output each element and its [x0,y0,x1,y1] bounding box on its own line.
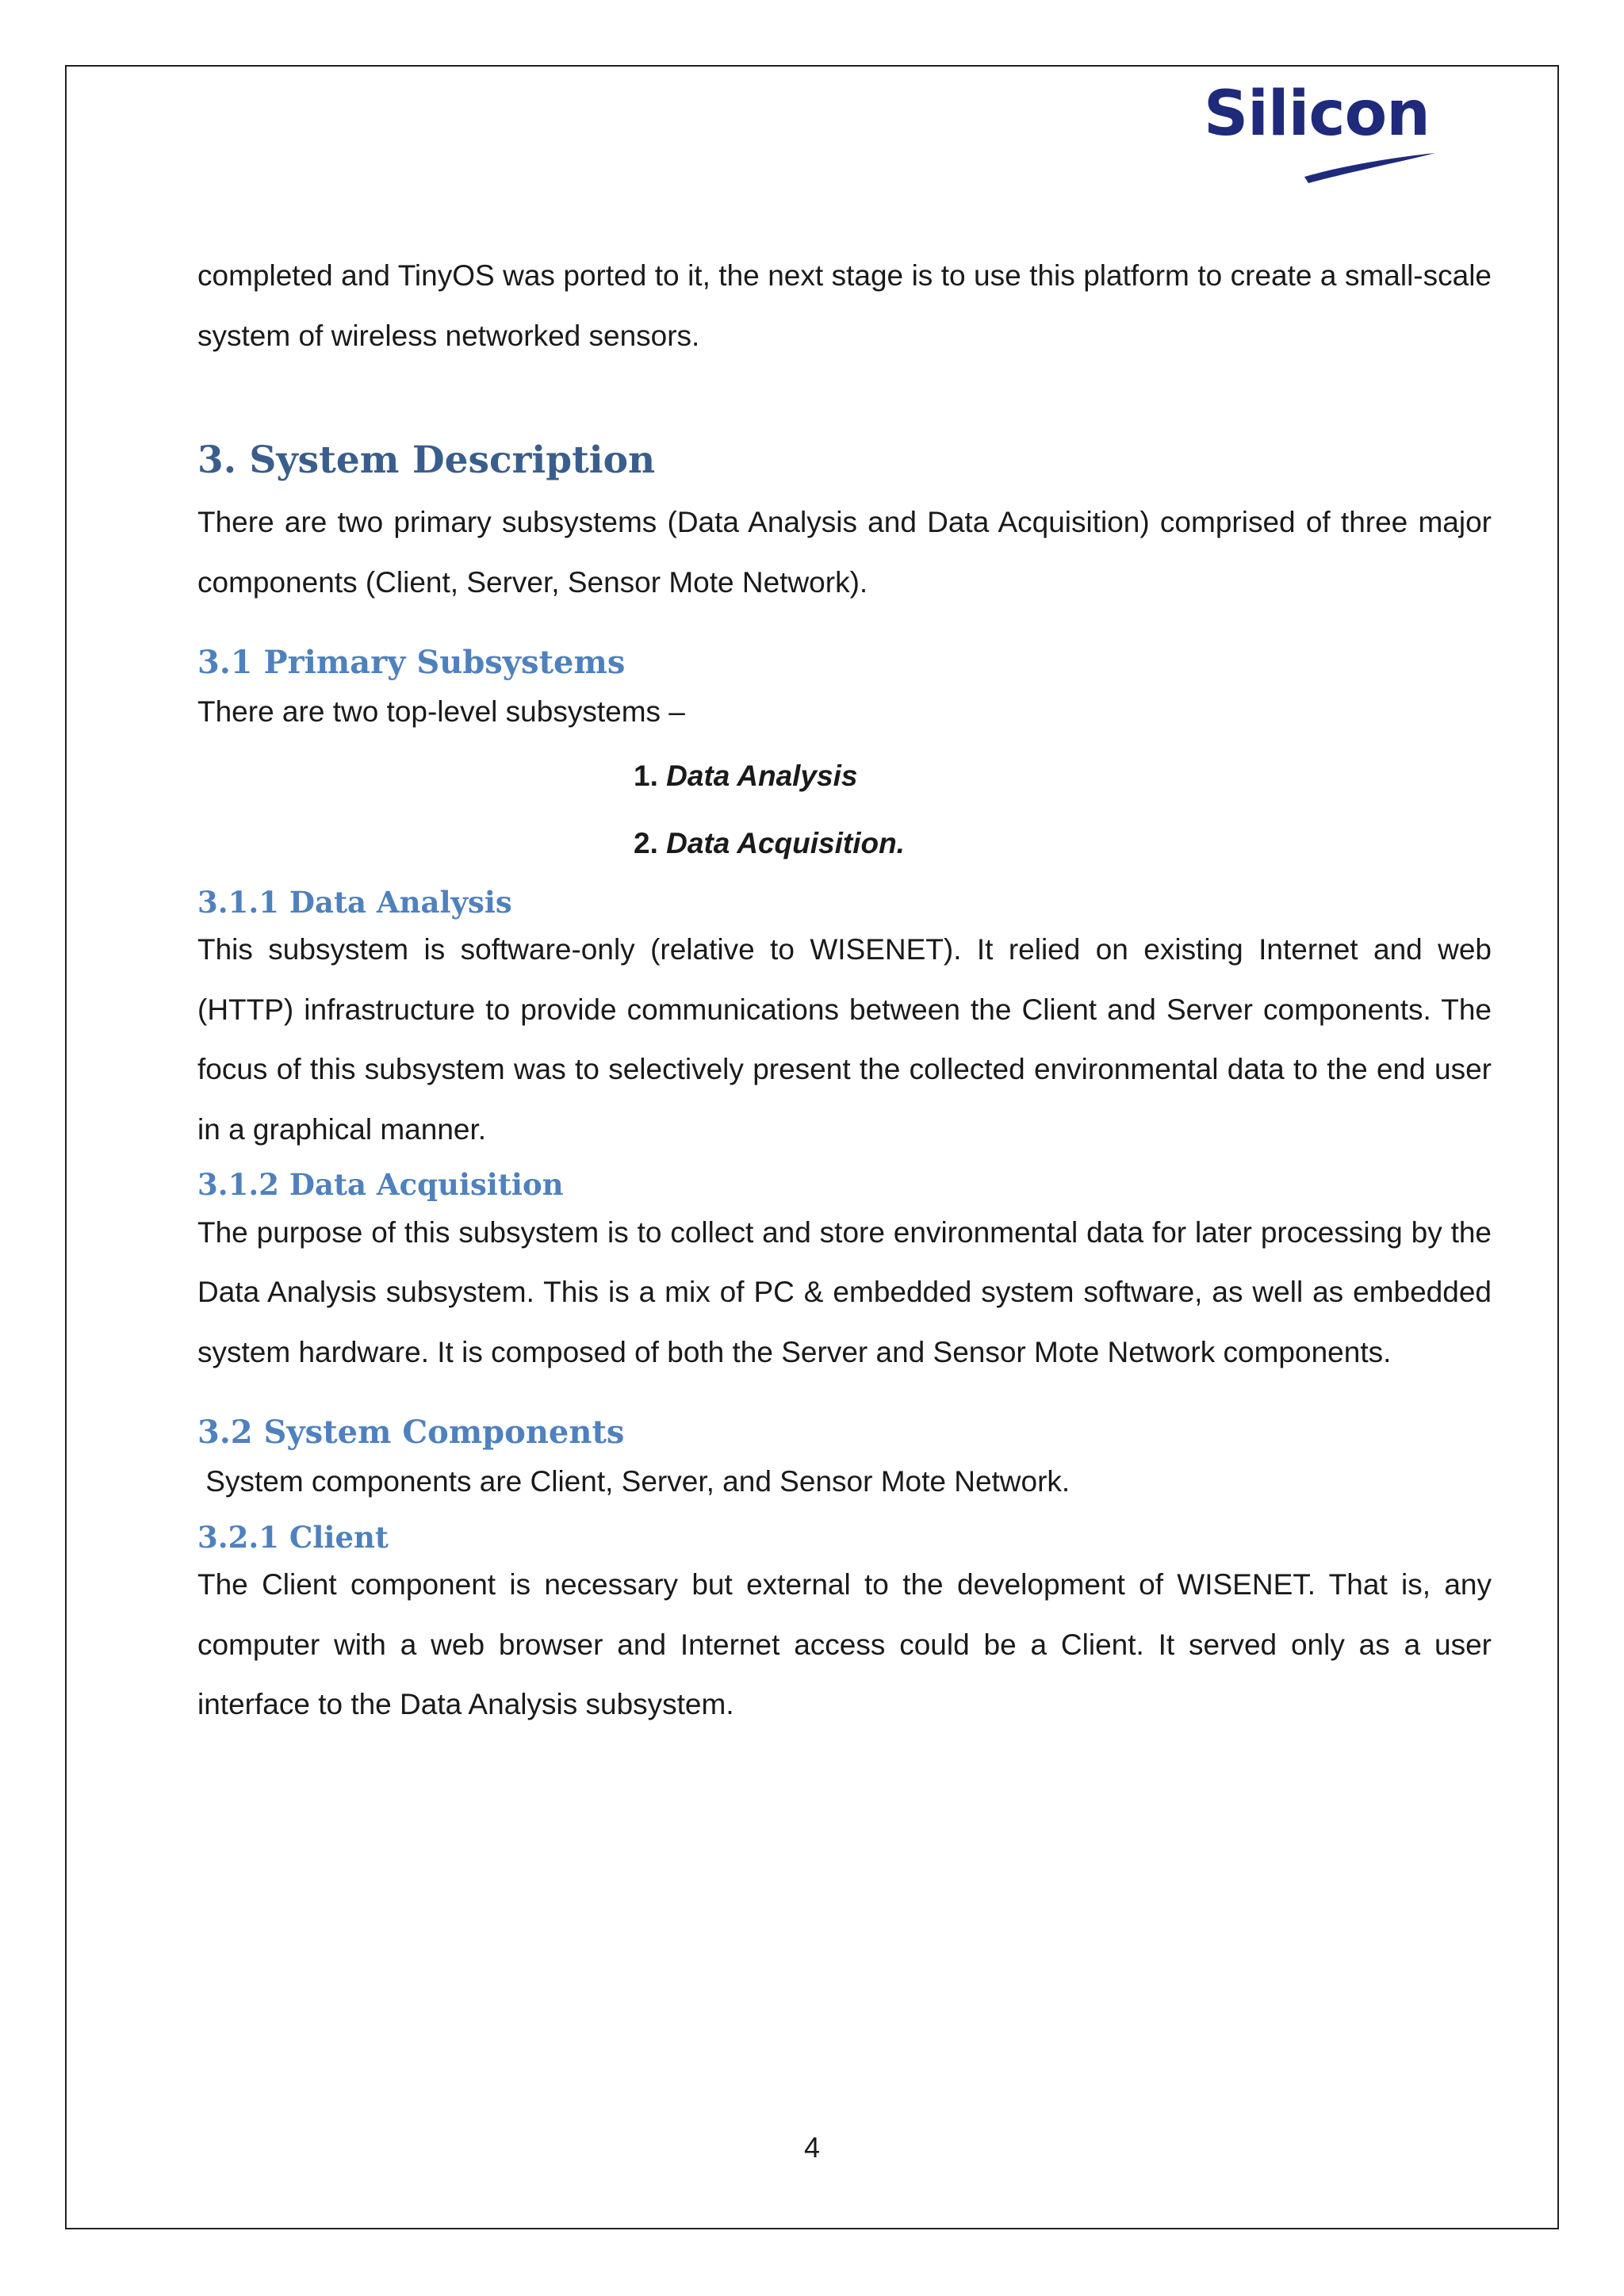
subsystem-list-item: 1. Data Analysis [634,759,858,792]
page-number: 4 [803,2131,821,2164]
section-3-2-1-paragraph: The Client component is necessary but external to the development of WISENET. That is, any computer with a web browser and Internet access could be a Client. It served only as a user interface to the Data Analysis subsystem. [197,1568,1492,1721]
section-3-1-1-heading: 3.1.1 Data Analysis [197,884,512,920]
section-3-2-1-heading: 3.2.1 Client [197,1519,389,1555]
section-3-1-1-paragraph: This subsystem is software-only (relative to WISENET). It relied on existing Internet and web (HTTP) infrastructure to provide communications between the Client and Server components. The focus of this subsystem was to selectively present the collected environmental data to the end user in a graphical manner. [197,933,1492,1146]
section-3-1-paragraph: There are two top-level subsystems – [197,695,685,729]
intro-paragraph: completed and TinyOS was ported to it, the next stage is to use this platform to create a small-scale system of wireless networked sensors. [197,259,1492,352]
section-3-paragraph: There are two primary subsystems (Data Analysis and Data Acquisition) comprised of three major components (Client, Server, Sensor Mote Network). [197,506,1492,599]
logo-swoosh-icon [1197,139,1459,186]
section-3-1-2-paragraph: The purpose of this subsystem is to collect and store environmental data for later processing by the Data Analysis subsystem. This is a mix of PC & embedded system software, as well as embedded system hardware. It is composed of both the Server and Sensor Mote Network components. [197,1215,1492,1368]
logo-wordmark: Silicon [1204,78,1430,150]
section-3-1-heading: 3.1 Primary Subsystems [197,644,626,682]
silicon-logo [1197,78,1459,186]
section-3-2-heading: 3.2 System Components [197,1414,625,1452]
section-3-2-paragraph: System components are Client, Server, and Sensor Mote Network. [197,1465,1071,1498]
section-3-heading: 3. System Description [197,438,656,482]
subsystem-list-item: 2. Data Acquisition. [634,826,905,859]
section-3-1-2-heading: 3.1.2 Data Acquisition [197,1167,564,1203]
document-body [197,246,1492,1735]
